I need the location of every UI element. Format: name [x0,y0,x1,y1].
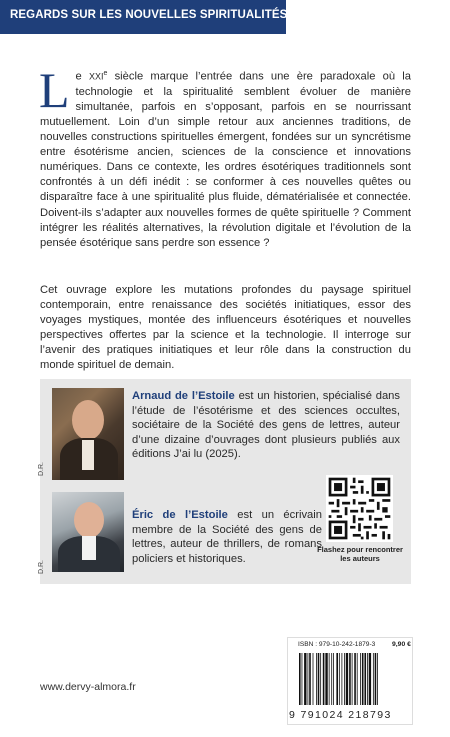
author-bio-text-eric: est un écrivain membre de la Société des gens de lettres, auteur de thrillers, de romans policiers et historiques. [132,509,322,565]
barcode-icon [298,653,404,705]
summary-text: Cet ouvrage explore les mutations profondes du paysage spirituel contemporain, entre renaissance des sociétés initiatiques, essor des voyages mystiques, montée des influenceurs ésotériques et nouvelles perspectives offertes par la science et la technologie. Il interroge sur l’avenir des pratiques initiatiques et leur rôle dans la construction du monde spirituel de demain. [40,284,411,372]
barcode-bar [344,653,345,705]
barcode-bar [342,653,343,705]
barcode-bar [375,653,377,705]
photo-credit-2: D.R. [38,560,45,574]
barcode-digits: 9 791024 218793 [289,709,392,721]
barcode-bar [349,653,351,705]
intro-text-a: e [75,70,89,83]
barcode-bar [318,653,320,705]
barcode-bar [309,653,311,705]
barcode-bar [339,653,340,705]
barcode-bar [362,653,364,705]
intro-century-sup: e [103,70,108,77]
author-name-arnaud: Arnaud de l’Estoile [132,390,235,402]
qr-code[interactable] [326,475,393,542]
barcode-bar [316,653,317,705]
author-photo-eric [52,492,124,572]
author-bio-eric [132,508,322,566]
barcode-bar [369,653,371,705]
barcode-bar [323,653,325,705]
barcode-bar [329,653,330,705]
intro-text-b: siècle marque l’entrée dans une ère paradoxale où la technologie et la spiritualité semblent évoluer de manière simultanée, parfois en s’opposant, parfois en se nourrissant mutuellement. Loin d’un simple retour aux anciennes traditions, de nouvelles constructions spirituelles émergent, fondées sur un syncrétisme entre ésotérisme ancien, sciences de la conscience et innovations numériques. Dans ce contexte, les ordres ésotériques traditionnels sont confrontés à un défi inédit : se conformer à ces nouvelles quêtes ou disparaître face à une spiritualité plus fluide, dématérialisée et connectée. Doivent-ils s’adapter aux nouvelles formes de quête spirituelle ? Comment intégrer les réalités alternatives, la révolution digitale et l’évolution de la pensée ésotérique sans perdre son essence ? [40,70,411,249]
author-bio-text-arnaud: est un historien, spécialisé dans l’étude de l’ésotérisme et des sciences occultes, sociétaire de la Société des gens de lettres, auteur d’une dizaine d’ouvrages dont plusieurs publiés aux éditions J’ai lu (2025). [132,390,400,461]
barcode-bar [377,653,378,705]
barcode-bar [299,653,301,705]
barcode-bar [373,653,374,705]
qr-code-icon [326,475,393,542]
barcode-bar [357,653,358,705]
barcode-bar [320,653,321,705]
barcode-bar [313,653,314,705]
series-title: REGARDS SUR LES NOUVELLES SPIRITUALITÉS [10,9,288,21]
barcode-bar [352,653,353,705]
summary-paragraph [40,283,411,374]
isbn-label: ISBN : 979-10-242-1879-3 [298,641,376,648]
barcode-bar [346,653,348,705]
barcode-bar [333,653,334,705]
author-bio-arnaud [132,389,400,462]
author-name-eric: Éric de l’Estoile [132,509,228,521]
drop-cap: L [39,62,70,118]
barcode-bar [367,653,368,705]
barcode-bar [325,653,327,705]
barcode-bar [302,653,303,705]
barcode-bar [308,653,309,705]
photo-credit-1: D.R. [38,462,45,476]
barcode-bar [360,653,361,705]
publisher-url[interactable]: www.dervy-almora.fr [40,681,136,693]
barcode-bar [331,653,332,705]
intro-century: XXI [88,71,104,82]
price-label: 9,90 € [392,641,411,648]
author-photo-arnaud [52,388,124,480]
intro-paragraph [39,62,411,251]
series-banner [0,0,286,34]
barcode-bar [354,653,356,705]
barcode-bar [336,653,338,705]
barcode-bar [304,653,306,705]
barcode-bar [364,653,366,705]
qr-caption: Flashez pour rencontrer les auteurs [317,545,403,563]
